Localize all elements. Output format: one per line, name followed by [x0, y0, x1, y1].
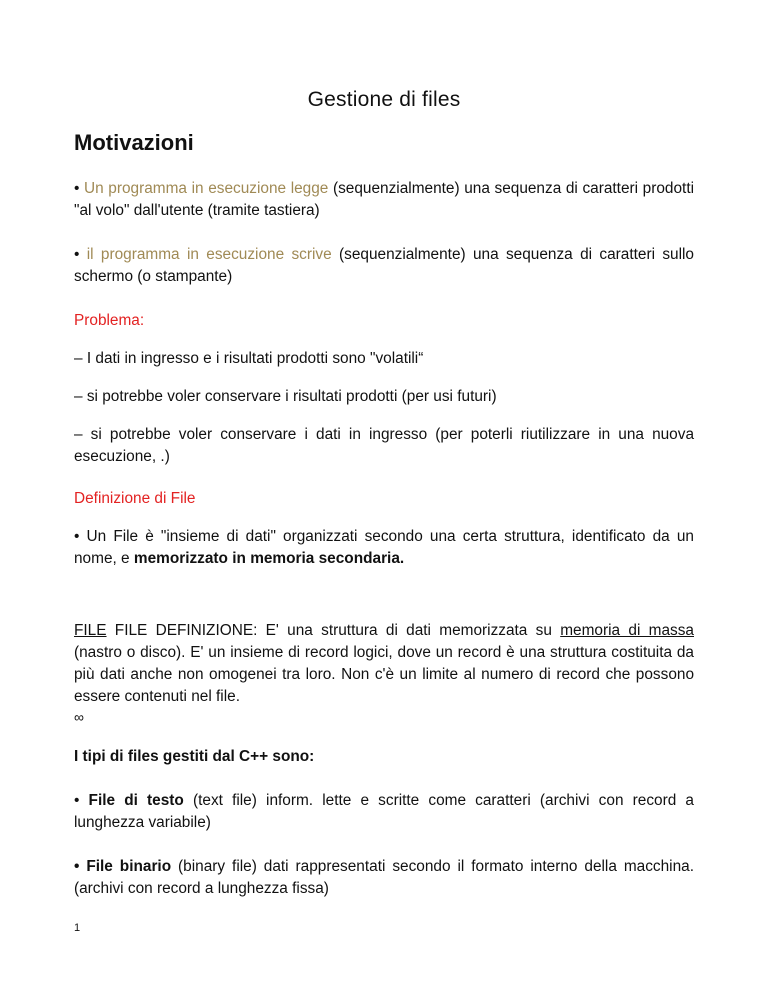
definition-label: Definizione di File	[74, 490, 196, 507]
infinity-symbol: ∞	[74, 709, 84, 725]
type-item-text-file	[74, 790, 694, 834]
file-def-text: FILE DEFINIZIONE: E' una struttura di dati memorizzata su	[106, 622, 561, 639]
type-description: (binary file) dati rappresentati secondo il formato interno della macchina. (archivi con record a lunghezza fissa)	[74, 858, 694, 897]
bullet-mark: •	[74, 246, 87, 263]
bullet-mark: •	[74, 180, 85, 197]
bullet-mark: •	[74, 858, 87, 875]
page-number: 1	[74, 922, 81, 934]
highlight-text: Un programma in esecuzione legge	[84, 180, 329, 197]
file-underlined: FILE	[74, 622, 107, 639]
problem-item: – si potrebbe voler conservare i dati in ingresso (per poterli riutilizzare in una nuova esecuzione, .)	[74, 426, 694, 465]
highlight-text: il programma in esecuzione scrive	[86, 246, 332, 263]
paragraph-text: (sequenzialmente) una sequenza di caratteri prodotti "al volo" dall'utente (tramite tastiera)	[74, 180, 695, 219]
type-name: File binario	[86, 858, 172, 875]
file-definition-paragraph	[74, 620, 694, 708]
paragraph-input-bullet	[74, 178, 694, 222]
document-page	[74, 0, 694, 994]
section-heading: Motivazioni	[74, 130, 194, 155]
file-def-text: (nastro o disco). E' un insieme di record logici, dove un record è una struttura costituita da più dati anche non omogenei tra loro. Non c'è un limite al numero di record che possono essere contenuti nel file.	[74, 644, 694, 705]
definition-paragraph	[74, 526, 694, 570]
problem-item: – I dati in ingresso e i risultati prodotti sono "volatili“	[74, 350, 424, 367]
definition-text: • Un File è "insieme di dati" organizzati secondo una certa struttura, identificato da un nome, e	[74, 528, 694, 567]
problem-item: – si potrebbe voler conservare i risultati prodotti (per usi futuri)	[74, 388, 497, 405]
type-name: File di testo	[88, 792, 184, 809]
memoria-di-massa-underlined: memoria di massa	[560, 622, 694, 639]
types-heading: I tipi di files gestiti dal C++ sono:	[74, 748, 315, 765]
problem-label: Problema:	[74, 312, 145, 329]
document-title: Gestione di files	[307, 88, 461, 111]
paragraph-output-bullet	[74, 244, 694, 288]
bullet-mark: •	[74, 792, 89, 809]
paragraph-text: (sequenzialmente) una sequenza di caratteri sullo schermo (o stampante)	[74, 246, 694, 285]
definition-bold: memorizzato in memoria secondaria.	[133, 550, 405, 567]
type-item-binary-file	[74, 856, 694, 900]
type-description: (text file) inform. lette e scritte come caratteri (archivi con record a lunghezza variabile)	[74, 792, 694, 831]
